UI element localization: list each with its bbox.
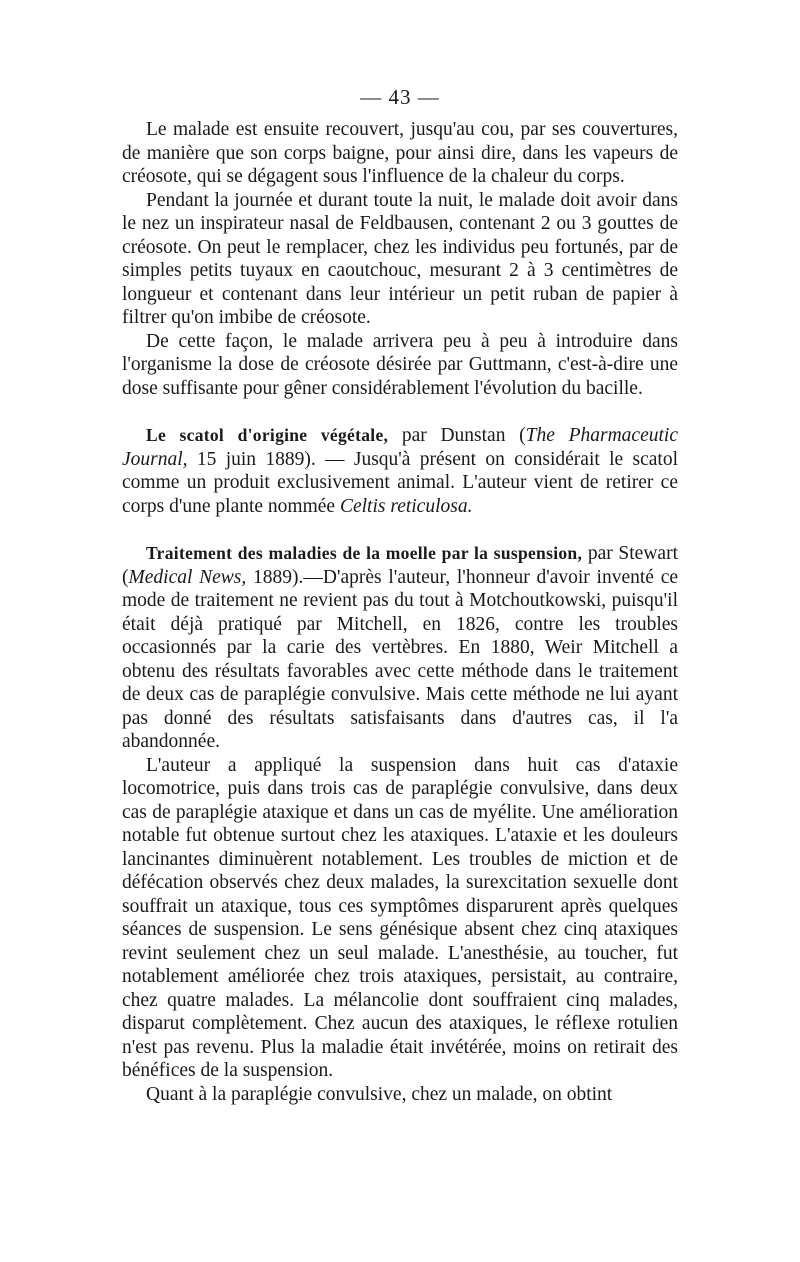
paragraph-traitement-2: L'auteur a appliqué la suspension dans huit cas d'ataxie locomotrice, puis dans trois cas de paraplégie convulsive, dans deux cas de paraplégie ataxique et dans un cas de myélite. Une amélioration notable fut obtenue surtout chez les ataxiques. L'ataxie et les douleurs lancinantes diminuèrent notablement. Les troubles de miction et de défécation observés chez deux malades, la surexcitation sexuelle dont souffrait un ataxique, tous ces symptômes disparurent après quelques séances de suspension. Le sens génésique absent chez cinq ataxiques revint seulement chez un seul malade. L'anesthésie, au toucher, fut notablement améliorée chez trois ataxiques, persistait, au contraire, chez quatre malades. La mélancolie dont souffraient cinq malades, disparut complètement. Chez aucun des ataxiques, le réflexe rotulien n'est pas revenu. Plus la maladie était invétérée, moins on retirait des bénéfices de la suspension. (122, 754, 678, 1081)
section-heading-scatol: Le scatol d'origine végétale, (146, 425, 389, 445)
section-scatol (122, 424, 678, 518)
scatol-journal: The Pharmaceutic Journal, (122, 425, 678, 470)
scatol-body: 15 juin 1889). — Jusqu'à présent on considérait le scatol comme un produit exclusivement animal. L'auteur vient de retirer ce corps d'une plante nommée (122, 448, 678, 517)
paragraph-creosote-1: Le malade est ensuite recouvert, jusqu'au cou, par ses couvertures, de manière que son corps baigne, pour ainsi dire, dans les vapeurs de créosote, qui se dégagent sous l'influence de la chaleur du corps. (122, 119, 678, 187)
traitement-journal: Medical News, (128, 566, 247, 588)
traitement-author: par Stewart ( (122, 543, 678, 588)
section-heading-traitement: Traitement des maladies de la moelle par la suspension, (146, 543, 583, 563)
document-page (122, 84, 678, 1106)
paragraph-creosote-3: De cette façon, le malade arrivera peu à peu à introduire dans l'organisme la dose de créosote désirée par Guttmann, c'est-à-dire une dose suffisante pour gêner considérablement l'évolution du bacille. (122, 330, 678, 399)
section-traitement (122, 542, 678, 754)
paragraph-traitement-3: Quant à la paraplégie convulsive, chez un malade, on obtint (146, 1083, 613, 1105)
scatol-author: par Dunstan ( (388, 425, 526, 446)
paragraph-creosote-2: Pendant la journée et durant toute la nuit, le malade doit avoir dans le nez un inspirateur nasal de Feldbausen, contenant 2 ou 3 gouttes de créosote. On peut le remplacer, chez les individus peu fortunés, par de simples petits tuyaux en caoutchouc, mesurant 2 à 3 centimètres de longueur et contenant dans leur intérieur un petit ruban de papier à filtrer qu'on imbibe de créosote. (122, 189, 678, 328)
scatol-plant-name: Celtis reticulosa. (339, 495, 473, 517)
page-number: — 43 — (360, 85, 440, 109)
traitement-body: 1889).—D'après l'auteur, l'honneur d'avoir inventé ce mode de traitement ne revient pas du tout à Motchoutkowski, puisqu'il était déjà pratiqué par Mitchell, en 1826, contre les troubles occasionnés par la carie des vertèbres. En 1880, Weir Mitchell a obtenu des résultats favorables avec cette méthode dans le traitement de deux cas de paraplégie convulsive. Mais cette méthode ne lui ayant pas donné des résultats satisfaisants dans d'autres cas, il l'a abandonnée. (122, 566, 678, 752)
